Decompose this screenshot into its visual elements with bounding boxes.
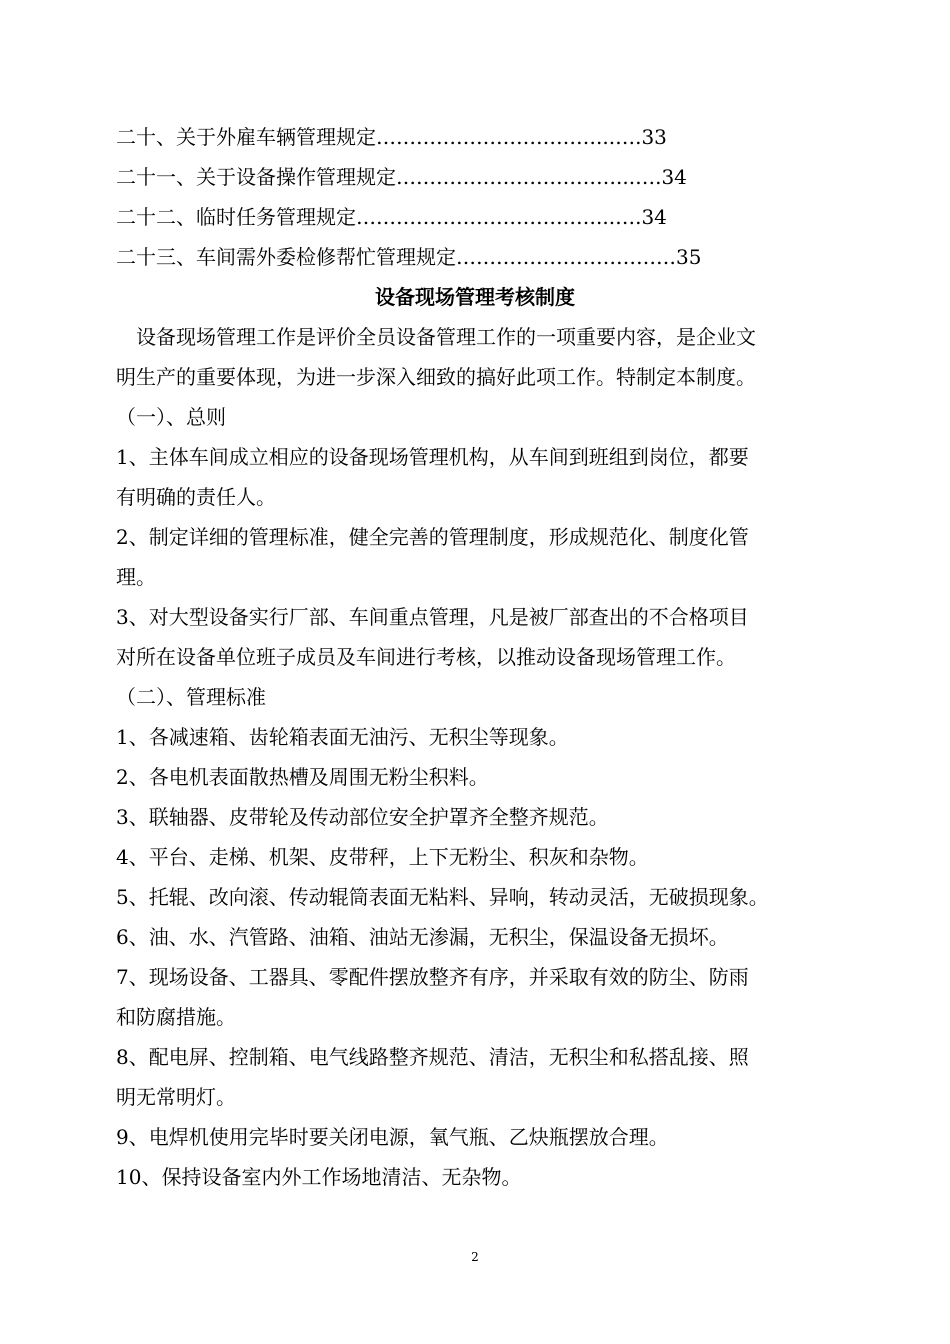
- toc-entry-text: 二十、关于外雇车辆管理规定: [116, 125, 376, 149]
- section-heading: （二）、管理标准: [116, 685, 266, 709]
- paragraph-line: 8、配电屏、控制箱、电气线路整齐规范、清洁，无积尘和私搭乱接、照: [116, 1045, 749, 1069]
- paragraph-line: 和防腐措施。: [116, 1005, 236, 1029]
- paragraph-line: 2、各电机表面散热槽及周围无粉尘积料。: [116, 765, 489, 789]
- toc-leader-dots: ……………………………: [396, 165, 616, 189]
- toc-leader-dots: ……………………………: [376, 125, 596, 149]
- paragraph-line: 7、现场设备、工器具、零配件摆放整齐有序，并采取有效的防尘、防雨: [116, 965, 749, 989]
- toc-row: [116, 164, 687, 190]
- toc-leader-tail: ...….: [616, 165, 662, 189]
- paragraph-line: 理。: [116, 565, 156, 589]
- toc-leader-dots: ………………………………: [356, 205, 596, 229]
- paragraph-line: 5、托辊、改向滚、传动辊筒表面无粘料、异响，转动灵活，无破损现象。: [116, 885, 769, 909]
- paragraph-line: 有明确的责任人。: [116, 485, 276, 509]
- paragraph-line: 6、油、水、汽管路、油箱、油站无渗漏，无积尘，保温设备无损坏。: [116, 925, 729, 949]
- paragraph-line: 1、各减速箱、齿轮箱表面无油污、无积尘等现象。: [116, 725, 569, 749]
- toc-leader-tail: ...….: [596, 125, 642, 149]
- toc-leader-tail: ...….: [596, 205, 642, 229]
- paragraph-line: 2、制定详细的管理标准，健全完善的管理制度，形成规范化、制度化管: [116, 525, 749, 549]
- toc-page-number: 35: [676, 245, 702, 269]
- paragraph-line: 4、平台、走梯、机架、皮带秤，上下无粉尘、积灰和杂物。: [116, 845, 649, 869]
- paragraph-line: 对所在设备单位班子成员及车间进行考核，以推动设备现场管理工作。: [116, 645, 736, 669]
- toc-row: [116, 124, 667, 150]
- paragraph-line: 明无常明灯。: [116, 1085, 236, 1109]
- paragraph-line: 9、电焊机使用完毕时要关闭电源，氧气瓶、乙炔瓶摆放合理。: [116, 1125, 669, 1149]
- toc-page-number: 34: [661, 165, 687, 189]
- toc-entry-text: 二十一、关于设备操作管理规定: [116, 165, 396, 189]
- paragraph-line: 10、保持设备室内外工作场地清洁、无杂物。: [116, 1165, 522, 1189]
- toc-page-number: 34: [641, 205, 667, 229]
- intro-paragraph-line: 设备现场管理工作是评价全员设备管理工作的一项重要内容，是企业文: [136, 325, 756, 349]
- paragraph-line: 3、对大型设备实行厂部、车间重点管理，凡是被厂部查出的不合格项目: [116, 605, 749, 629]
- toc-row: [116, 204, 667, 230]
- intro-paragraph-line: 明生产的重要体现，为进一步深入细致的搞好此项工作。特制定本制度。: [116, 365, 756, 389]
- toc-leader-dots: ……………………………: [456, 245, 676, 269]
- document-title: 设备现场管理考核制度: [375, 285, 575, 309]
- toc-entry-text: 二十三、车间需外委检修帮忙管理规定: [116, 245, 456, 269]
- paragraph-line: 3、联轴器、皮带轮及传动部位安全护罩齐全整齐规范。: [116, 805, 609, 829]
- toc-page-number: 33: [641, 125, 667, 149]
- paragraph-line: 1、主体车间成立相应的设备现场管理机构，从车间到班组到岗位，都要: [116, 445, 749, 469]
- section-heading: （一）、总则: [116, 405, 226, 429]
- toc-entry-text: 二十二、临时任务管理规定: [116, 205, 356, 229]
- toc-row: [116, 244, 701, 270]
- page-number: 2: [471, 1250, 479, 1264]
